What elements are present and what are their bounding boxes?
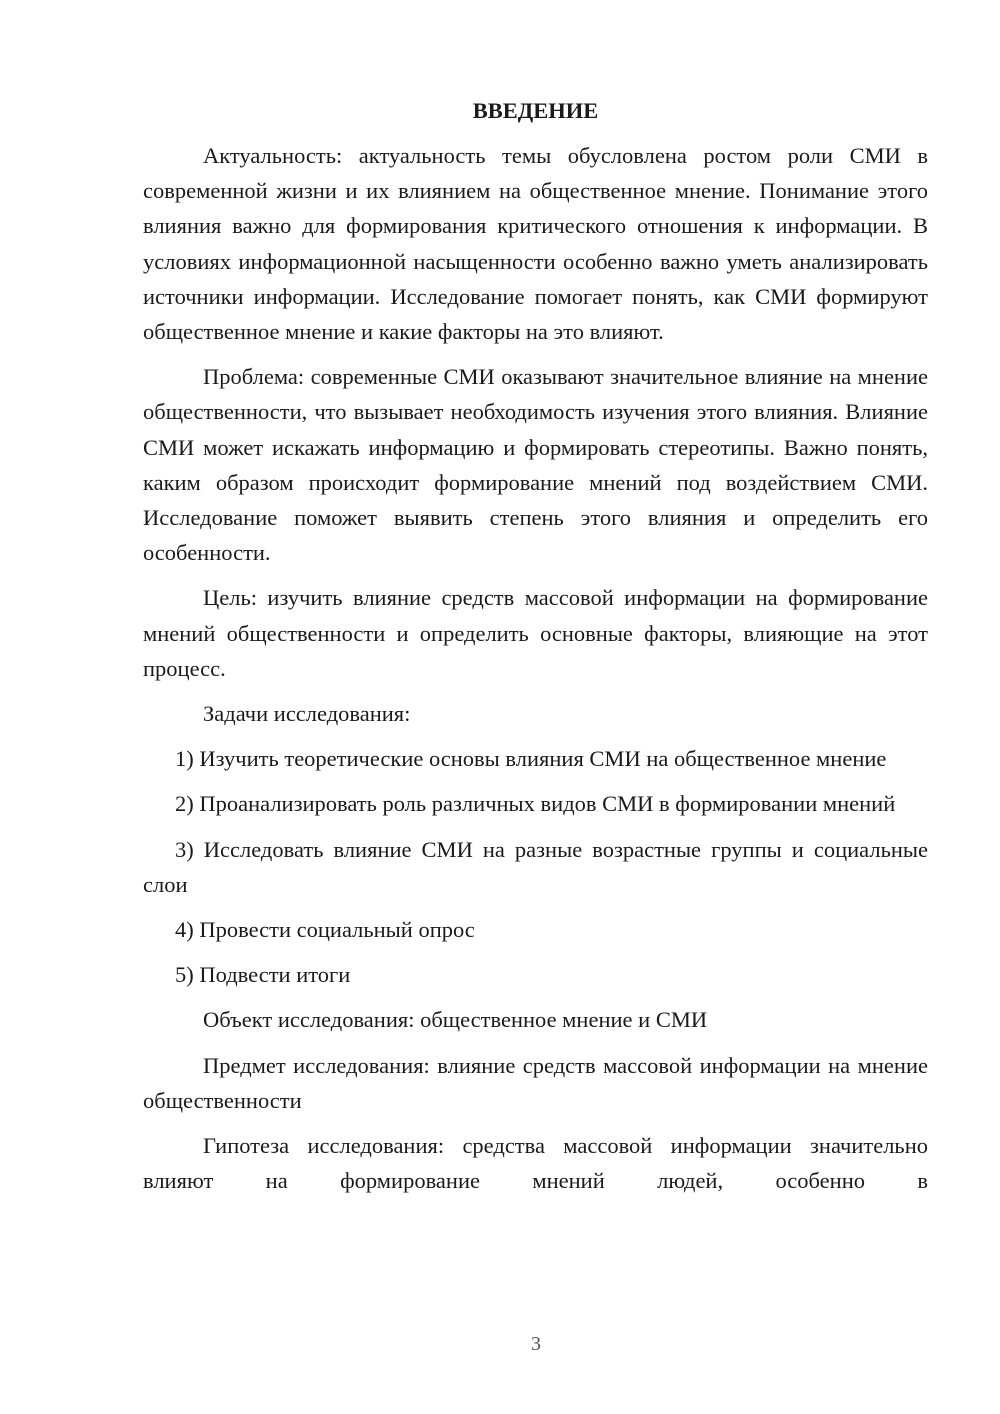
task-item-4: 4) Провести социальный опрос [175, 917, 475, 943]
paragraph-hypothesis: Гипотеза исследования: средства массовой информации значительно влияют на формирование мнений людей, особенно в [143, 1133, 928, 1194]
document-page [143, 96, 928, 1198]
paragraph-object: Объект исследования: общественное мнение и СМИ [203, 1007, 708, 1033]
tasks-heading: Задачи исследования: [203, 701, 411, 727]
page-title: ВВЕДЕНИЕ [472, 98, 599, 123]
task-item-2: 2) Проанализировать роль различных видов СМИ в формировании мнений [175, 791, 896, 817]
paragraph-goal: Цель: изучить влияние средств массовой информации на формирование мнений общественности и определить основные факторы, влияющие на этот процесс. [143, 585, 928, 681]
paragraph-subject: Предмет исследования: влияние средств массовой информации на мнение общественности [143, 1052, 928, 1113]
paragraph-problem: Проблема: современные СМИ оказывают значительное влияние на мнение общественности, что вызывает необходимость изучения этого влияния. Влияние СМИ может искажать информацию и формировать стереотипы. Важно понять, каким образом происходит формирование мнений под воздействием СМИ. Исследование поможет выявить степень этого влияния и определить его особенности. [143, 364, 928, 566]
page-number: 3 [531, 1333, 541, 1355]
paragraph-relevance: Актуальность: актуальность темы обусловлена ростом роли СМИ в современной жизни и их влиянием на общественное мнение. Понимание этого влияния важно для формирования критического отношения к информации. В условиях информационной насыщенности особенно важно уметь анализировать источники информации. Исследование помогает понять, как СМИ формируют общественное мнение и какие факторы на это влияют. [143, 143, 928, 345]
task-item-1: 1) Изучить теоретические основы влияния СМИ на общественное мнение [175, 746, 887, 772]
task-item-5: 5) Подвести итоги [175, 962, 351, 988]
task-item-3: 3) Исследовать влияние СМИ на разные возрастные группы и социальные слои [143, 836, 928, 897]
